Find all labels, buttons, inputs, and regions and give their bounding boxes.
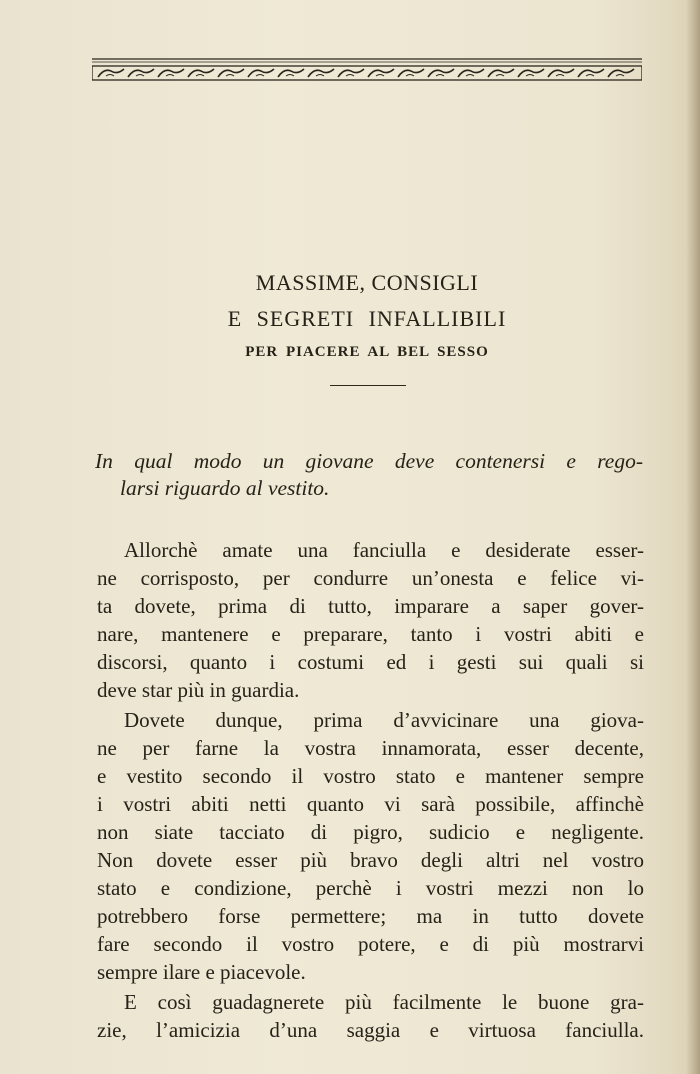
body-line-3: ta dovete, prima di tutto, imparare a saper gover- [97, 594, 644, 618]
ornament-swirl [278, 69, 304, 77]
ornament-curl [556, 75, 564, 77]
ornament-curl [286, 75, 294, 77]
ornament-swirl [578, 69, 604, 77]
section-title-line2: larsi riguardo al vestito. [120, 476, 330, 500]
body-line-2: ne corrisposto, per condurre un’onesta e felice vi- [97, 566, 644, 590]
ornament-curl [586, 75, 594, 77]
ornament-swirl [458, 69, 484, 77]
body-line-10: i vostri abiti netti quanto vi sarà possibile, affinchè [97, 792, 644, 816]
ornament-swirl [338, 69, 364, 77]
body-line-7: Dovete dunque, prima d’avvicinare una giova- [124, 708, 644, 732]
ornament-curl [346, 75, 354, 77]
ornament-swirl [398, 69, 424, 77]
ornament-curl [496, 75, 504, 77]
title-divider [330, 385, 406, 386]
body-line-4: nare, mantenere e preparare, tanto i vostri abiti e [97, 622, 644, 646]
ornament-curl [166, 75, 174, 77]
ornament-swirl [248, 69, 274, 77]
body-line-8: ne per farne la vostra innamorata, esser decente, [97, 736, 644, 760]
ornament-curl [616, 75, 624, 77]
ornament-curl [136, 75, 144, 77]
page-edge-shadow [686, 0, 700, 1074]
body-line-15: fare secondo il vostro potere, e di più mostrarvi [97, 932, 644, 956]
ornament-curl [406, 75, 414, 77]
ornament-curl [106, 75, 114, 77]
ornament-swirl [188, 69, 214, 77]
body-line-6: deve star più in guardia. [97, 678, 300, 702]
ornament-curl [256, 75, 264, 77]
body-line-17: E così guadagnerete più facilmente le buone gra- [124, 990, 644, 1014]
ornament-swirl [158, 69, 184, 77]
body-line-12: Non dovete esser più bravo degli altri nel vostro [97, 848, 644, 872]
page-title-line2: E SEGRETI INFALLIBILI [227, 306, 507, 331]
page-subtitle: PER PIACERE AL BEL SESSO [245, 344, 489, 360]
ornament-swirl [608, 69, 634, 77]
body-line-16: sempre ilare e piacevole. [97, 960, 306, 984]
ornament-curl [226, 75, 234, 77]
body-line-18: zie, l’amicizia d’una saggia e virtuosa fanciulla. [97, 1018, 644, 1042]
ornament-swirl [518, 69, 544, 77]
ornament-swirl [368, 69, 394, 77]
ornament-curl [316, 75, 324, 77]
ornament-swirl [128, 69, 154, 77]
ornament-swirl [548, 69, 574, 77]
ornament-curl [196, 75, 204, 77]
body-line-11: non siate tacciato di pigro, sudicio e negligente. [97, 820, 644, 844]
ornament-swirl [488, 69, 514, 77]
ornament-curl [466, 75, 474, 77]
ornament-curl [376, 75, 384, 77]
page-title-line1: MASSIME, CONSIGLI [255, 270, 479, 295]
body-line-14: potrebbero forse permettere; ma in tutto dovete [97, 904, 644, 928]
body-line-1: Allorchè amate una fanciulla e desiderate esser- [124, 538, 644, 562]
section-title-line1: In qual modo un giovane deve contenersi e rego- [95, 449, 643, 473]
decorative-border-ornament [92, 57, 642, 87]
body-line-13: stato e condizione, perchè i vostri mezzi non lo [97, 876, 644, 900]
ornament-swirl [98, 69, 124, 77]
ornament-curl [436, 75, 444, 77]
ornament-swirl [308, 69, 334, 77]
body-line-9: e vestito secondo il vostro stato e mantener sempre [97, 764, 644, 788]
body-line-5: discorsi, quanto i costumi ed i gesti sui quali si [97, 650, 644, 674]
ornament-swirl [428, 69, 454, 77]
ornament-swirl [218, 69, 244, 77]
ornament-curl [526, 75, 534, 77]
